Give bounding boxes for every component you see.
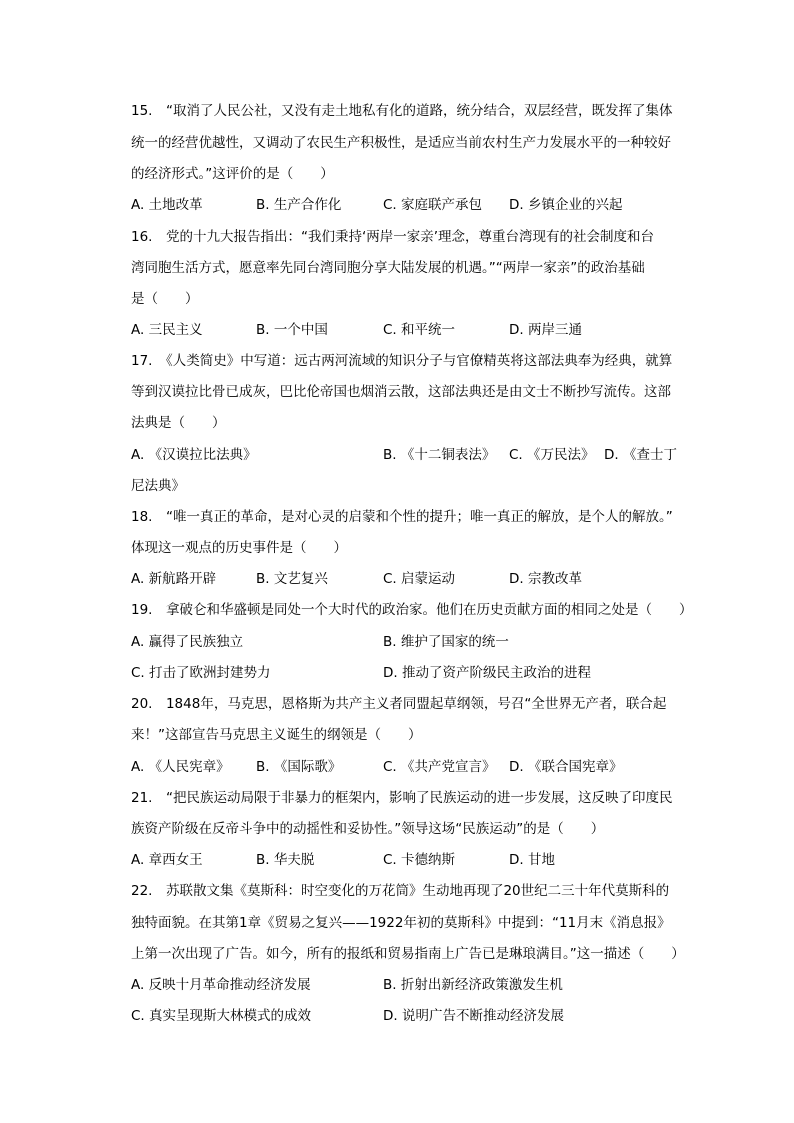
q20-option-b: B. 《国际歌》 xyxy=(256,759,342,775)
q22-line-3: 上第一次出现了广告。如今，所有的报纸和贸易指南上广告已是琳琅满目。”这一描述（ ） xyxy=(131,946,685,962)
q16-option-c: C. 和平统一 xyxy=(383,322,456,338)
q16-line-1: 16. 党的十九大报告指出：“我们秉持‘两岸一家亲’理念，尊重台湾现有的社会制度和台 xyxy=(131,229,655,245)
q22-line-2: 独特面貌。在其第1章《贸易之复兴——1922年初的莫斯科》中提到：“11月末《消息报》 xyxy=(131,915,671,931)
q21-option-d: D. 甘地 xyxy=(509,852,555,868)
q18-option-d: D. 宗教改革 xyxy=(509,571,582,587)
q22-option-b: B. 折射出新经济政策激发生机 xyxy=(383,977,563,993)
q18-option-b: B. 文艺复兴 xyxy=(256,571,328,587)
q15-line-2: 统一的经营优越性，又调动了农民生产积极性，是适应当前农村生产力发展水平的一种较好 xyxy=(131,135,671,151)
q19-line-1: 19. 拿破仑和华盛顿是同处一个大时代的政治家。他们在历史贡献方面的相同之处是（ ） xyxy=(131,602,693,618)
q20-line-2: 来！”这部宣告马克思主义诞生的纲领是（ ） xyxy=(131,727,422,743)
q18-option-a: A. 新航路开辟 xyxy=(131,571,217,587)
q21-line-2: 族资产阶级在反帝斗争中的动摇性和妥协性。”领导这场“民族运动”的是（ ） xyxy=(131,821,605,837)
q19-option-b: B. 维护了国家的统一 xyxy=(383,634,509,650)
q21-option-b: B. 华夫脱 xyxy=(256,852,315,868)
q18-line-1: 18. “唯一真正的革命，是对心灵的启蒙和个性的提升；唯一真正的解放，是个人的解放。” xyxy=(131,509,673,525)
q16-option-d: D. 两岸三通 xyxy=(509,322,582,338)
q22-option-d: D. 说明广告不断推动经济发展 xyxy=(383,1008,564,1024)
q20-option-c: C. 《共产党宣言》 xyxy=(383,759,496,775)
q17-line-1: 17. 《人类简史》中写道：远古两河流域的知识分子与官僚精英将这部法典奉为经典，就算 xyxy=(131,353,673,369)
q21-option-c: C. 卡德纳斯 xyxy=(383,852,456,868)
q15-line-1: 15. “取消了人民公社，又没有走土地私有化的道路，统分结合，双层经营，既发挥了集体 xyxy=(131,103,673,119)
q22-option-a: A. 反映十月革命推动经济发展 xyxy=(131,977,311,993)
q18-option-c: C. 启蒙运动 xyxy=(383,571,456,587)
q20-option-a: A. 《人民宪章》 xyxy=(131,759,230,775)
q17-option-d-cont: 尼法典》 xyxy=(131,478,185,494)
q20-option-d: D. 《联合国宪章》 xyxy=(509,759,623,775)
q17-line-2: 等到汉谟拉比骨已成灰，巴比伦帝国也烟消云散，这部法典还是由文士不断抄写流传。这部 xyxy=(131,384,671,400)
q15-option-a: A. 土地改革 xyxy=(131,197,203,213)
q22-option-c: C. 真实呈现斯大林模式的成效 xyxy=(131,1008,312,1024)
q15-option-d: D. 乡镇企业的兴起 xyxy=(509,197,623,213)
q17-option-c: C. 《万民法》 xyxy=(509,447,595,463)
q17-option-d: D. 《查士丁 xyxy=(604,447,677,463)
q17-line-3: 法典是（ ） xyxy=(131,415,226,431)
q17-option-a: A. 《汉谟拉比法典》 xyxy=(131,447,257,463)
q21-option-a: A. 章西女王 xyxy=(131,852,203,868)
q19-option-c: C. 打击了欧洲封建势力 xyxy=(131,665,271,681)
q15-line-3: 的经济形式。”这评价的是（ ） xyxy=(131,166,334,182)
q16-line-3: 是（ ） xyxy=(131,291,199,307)
q15-option-b: B. 生产合作化 xyxy=(256,197,342,213)
q16-option-a: A. 三民主义 xyxy=(131,322,203,338)
q16-line-2: 湾同胞生活方式，愿意率先同台湾同胞分享大陆发展的机遇。”“两岸一家亲”的政治基础 xyxy=(131,260,645,276)
q21-line-1: 21. “把民族运动局限于非暴力的框架内，影响了民族运动的进一步发展，这反映了印度民 xyxy=(131,790,673,806)
q19-option-d: D. 推动了资产阶级民主政治的进程 xyxy=(383,665,591,681)
q22-line-1: 22. 苏联散文集《莫斯科：时空变化的万花筒》生动地再现了20世纪二三十年代莫斯科的 xyxy=(131,883,670,899)
q19-option-a: A. 赢得了民族独立 xyxy=(131,634,244,650)
q16-option-b: B. 一个中国 xyxy=(256,322,328,338)
q18-line-2: 体现这一观点的历史事件是（ ） xyxy=(131,540,347,556)
q15-option-c: C. 家庭联产承包 xyxy=(383,197,483,213)
q20-line-1: 20. 1848年，马克思，恩格斯为共产主义者同盟起草纲领，号召“全世界无产者，联合起 xyxy=(131,696,667,712)
q17-option-b: B. 《十二铜表法》 xyxy=(383,447,496,463)
